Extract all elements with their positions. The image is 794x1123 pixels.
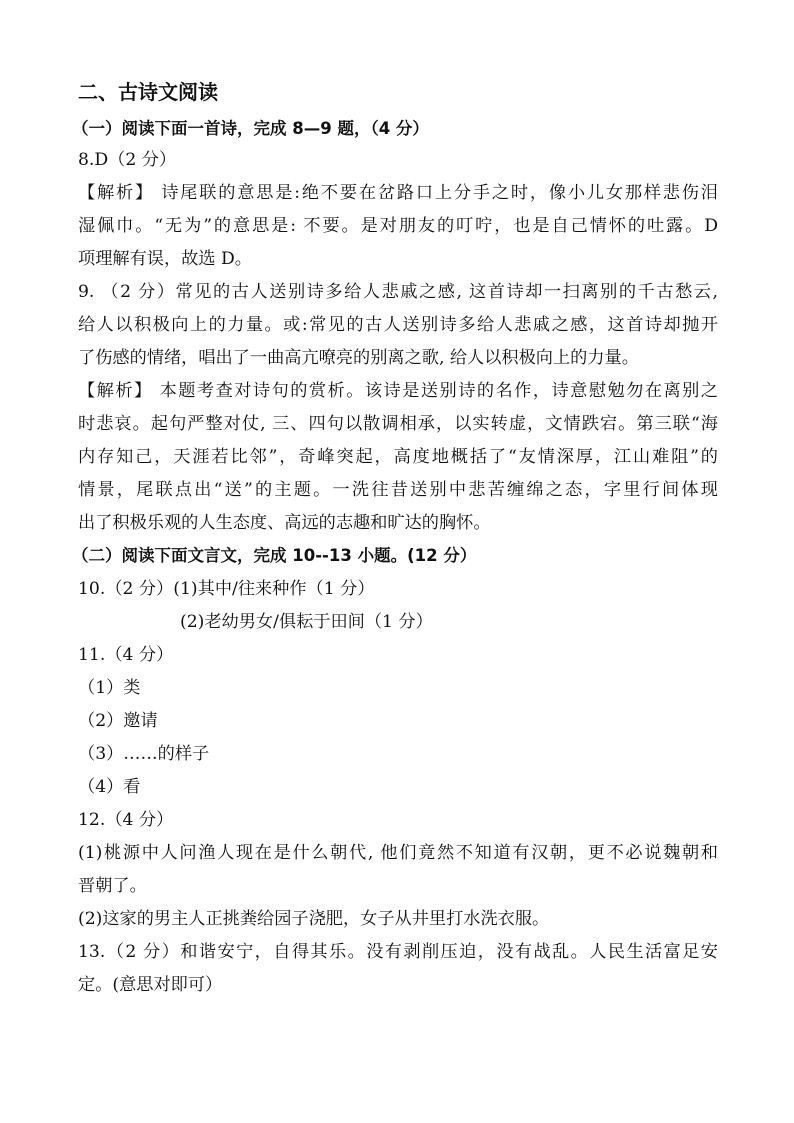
q11-header: 11.（4 分）: [78, 645, 174, 665]
q9-analysis-line-5: 出了积极乐观的人生态度、高远的志趣和旷达的胸怀。: [78, 513, 491, 533]
q12-line-1: (1)桃源中人问渔人现在是什么朝代, 他们竟然不知道有汉朝，更不必说魏朝和: [78, 843, 718, 863]
part1-heading: （一）阅读下面一首诗，完成 8—9 题，（4 分）: [72, 119, 429, 138]
q8-analysis-line-3: 项理解有误，故选 D。: [78, 249, 252, 269]
q9-answer-line-3: 了伤感的情绪，唱出了一曲高亢嘹亮的别离之歌, 给人以积极向上的力量。: [78, 348, 639, 368]
part2-heading: （二）阅读下面文言文，完成 10--13 小题。(12 分）: [72, 546, 477, 565]
q9-analysis-line-1: 【解析】 本题考查对诗句的赏析。该诗是送别诗的名作，诗意慰勉勿在离别之: [78, 381, 718, 401]
q8-analysis-line-1: 【解析】 诗尾联的意思是:绝不要在岔路口上分手之时，像小儿女那样悲伤泪: [78, 183, 718, 203]
q12-line-3: (2)这家的男主人正挑粪给园子浇肥，女子从井里打水洗衣服。: [78, 909, 550, 929]
q11-item-1: （1）类: [78, 678, 141, 698]
q13-line-2: 定。(意思对即可）: [78, 975, 223, 995]
q11-item-4: （4）看: [78, 777, 141, 797]
q9-analysis-line-3: 内存知己，天涯若比邻”，奇峰突起，高度地概括了“友情深厚，江山难阻”的: [78, 447, 718, 467]
q9-answer-line-1: 9. （2 分）常见的古人送别诗多给人悲戚之感, 这首诗却一扫离别的千古愁云,: [78, 282, 718, 302]
q9-answer-line-2: 给人以积极向上的力量。或:常见的古人送别诗多给人悲戚之感，这首诗却抛开: [78, 315, 718, 335]
q8-answer: 8.D（2 分）: [78, 150, 177, 170]
q10-line-1: 10.（2 分）(1)其中/往来种作（1 分）: [78, 579, 375, 599]
q8-analysis-line-2: 湿佩巾。“无为”的意思是: 不要。是对朋友的叮咛，也是自己情怀的吐露。D: [78, 216, 718, 236]
q11-item-3: （3）……的样子: [78, 744, 210, 764]
q9-analysis-line-2: 时悲哀。起句严整对仗, 三、四句以散调相承，以实转虚，文情跌宕。第三联“海: [78, 414, 718, 434]
q12-line-2: 晋朝了。: [78, 876, 147, 896]
q13-line-1: 13.（2 分）和谐安宁，自得其乐。没有剥削压迫，没有战乱。人民生活富足安: [78, 942, 718, 962]
section-title: 二、古诗文阅读: [78, 80, 218, 104]
q10-line-2: (2)老幼男女/俱耘于田间（1 分）: [180, 612, 433, 632]
q11-item-2: （2）邀请: [78, 711, 158, 731]
q12-header: 12.（4 分）: [78, 810, 174, 830]
q9-analysis-line-4: 情景，尾联点出“送”的主题。一洗往昔送别中悲苦缠绵之态，字里行间体现: [78, 480, 718, 500]
